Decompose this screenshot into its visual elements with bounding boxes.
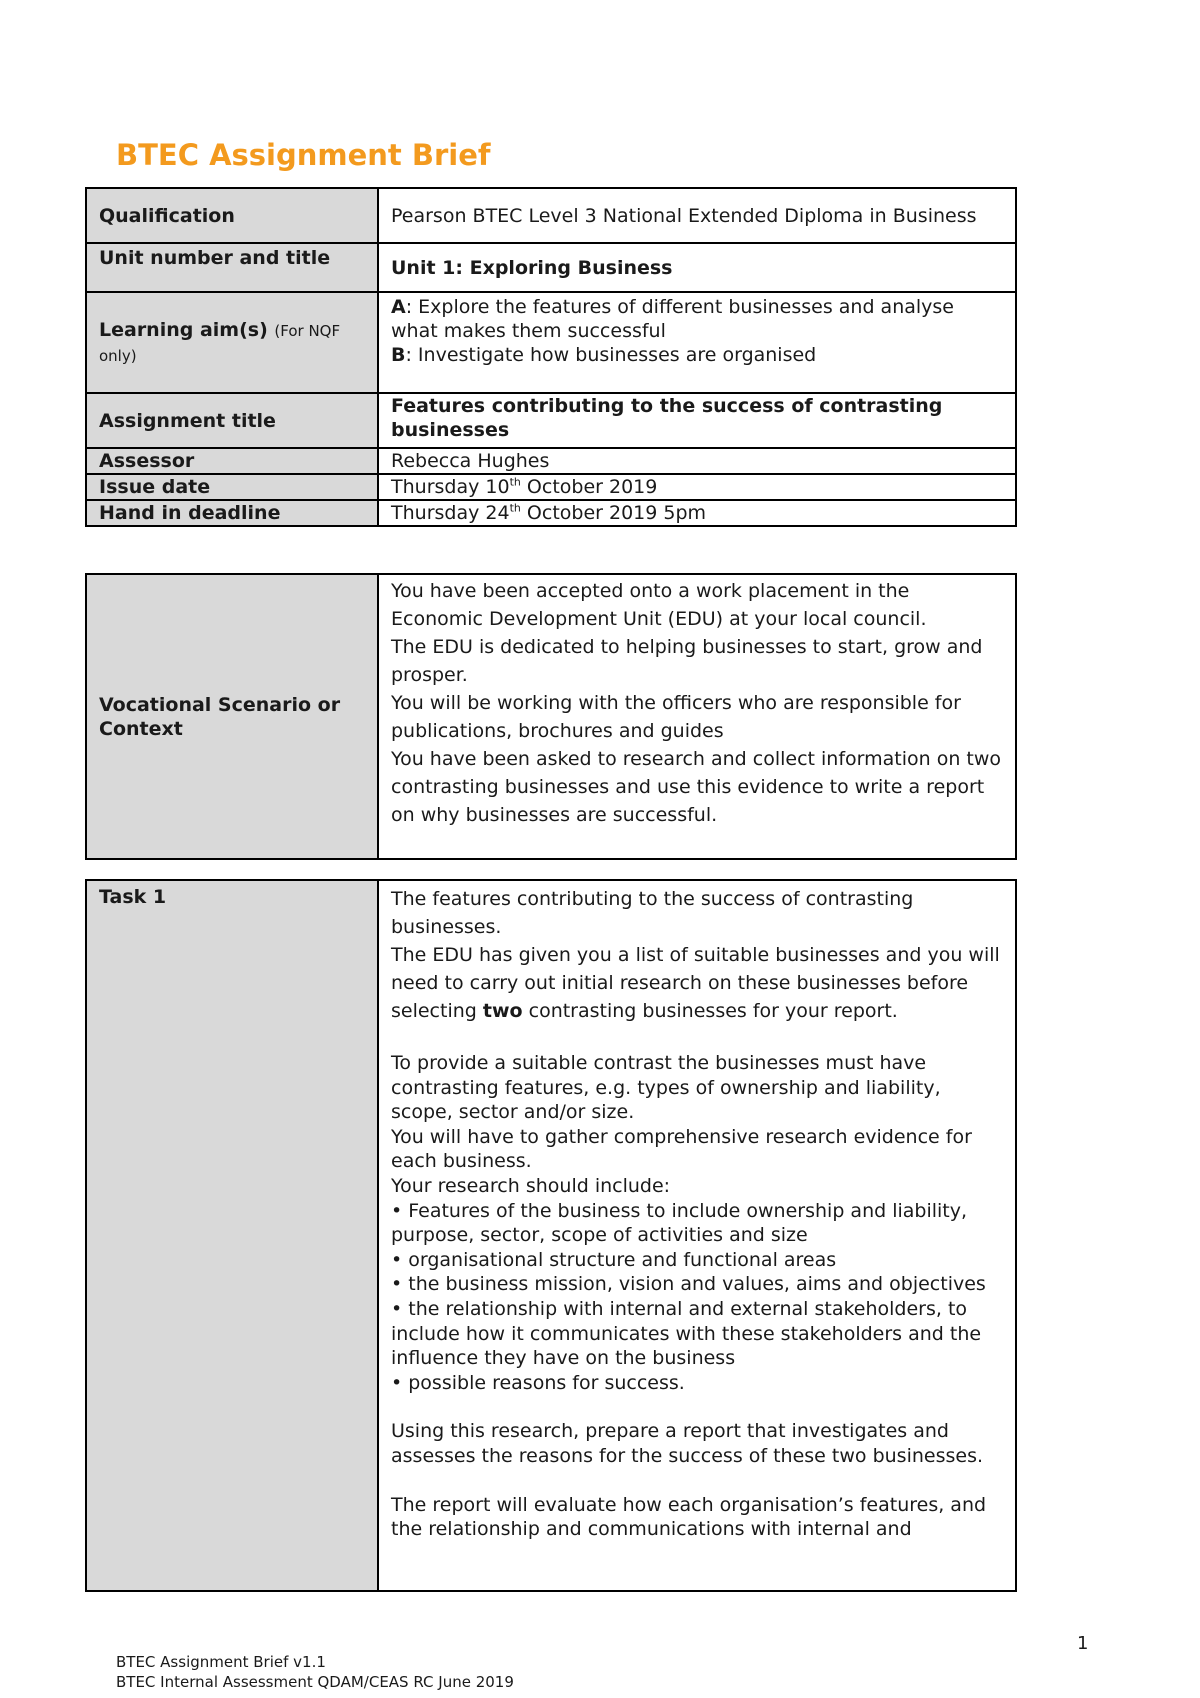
task-intro: The features contributing to the success of contrasting businesses. xyxy=(391,888,914,938)
table-row xyxy=(86,393,1016,448)
scenario-table xyxy=(85,573,1017,860)
aim-a: A: Explore the features of different businesses and analyse what makes them successful xyxy=(391,296,955,342)
task-contrast: To provide a suitable contrast the businesses must have contrasting features, e.g. types of ownership and liability, scope, sector and/or size. xyxy=(391,1052,941,1124)
scenario-paragraph: You have been asked to research and collect information on two contrasting businesses and use this evidence to write a report on why businesses are successful. xyxy=(391,748,1002,826)
task-table xyxy=(85,879,1017,1592)
task-bullet: • the relationship with internal and external stakeholders, to include how it communicates with these stakeholders and the influence they have on the business xyxy=(391,1297,982,1370)
learning-aims-label-cell xyxy=(86,292,378,393)
issue-date-label: Issue date xyxy=(86,474,378,500)
aim-b: B: Investigate how businesses are organised xyxy=(391,344,817,366)
issue-date-value: Thursday 10th October 2019 xyxy=(378,474,1016,500)
summary-table xyxy=(85,187,1017,527)
assignment-title-label: Assignment title xyxy=(86,393,378,448)
scenario-paragraph: You will be working with the officers who are responsible for publications, brochures and guides xyxy=(391,692,961,742)
learning-aims-note: (For NQF only) xyxy=(99,321,341,365)
task-bullet: • Features of the business to include ownership and liability, purpose, sector, scope of activities and size xyxy=(391,1199,968,1247)
table-row xyxy=(86,243,1016,292)
scenario-value xyxy=(378,574,1016,859)
assessor-value: Rebecca Hughes xyxy=(378,448,1016,474)
qualification-value: Pearson BTEC Level 3 National Extended Diploma in Business xyxy=(378,188,1016,243)
learning-aims-label: Learning aim(s) xyxy=(99,318,268,341)
scenario-paragraph: The EDU is dedicated to helping businesses to start, grow and prosper. xyxy=(391,636,983,686)
task-label: Task 1 xyxy=(86,880,378,1591)
page-number: 1 xyxy=(1077,1633,1089,1654)
scenario-paragraph: You have been accepted onto a work placement in the Economic Development Unit (EDU) at your local council. xyxy=(391,580,927,630)
task-intro-selection: The EDU has given you a list of suitable businesses and you will need to carry out initial research on these businesses before selecting two contrasting businesses for your report. xyxy=(391,944,1000,1022)
task-evidence: You will have to gather comprehensive research evidence for each business. xyxy=(391,1125,972,1173)
task-bullet: • the business mission, vision and values, aims and objectives xyxy=(391,1273,986,1296)
task-description xyxy=(378,880,1016,1591)
assignment-title-value: Features contributing to the success of contrasting businesses xyxy=(378,393,1016,448)
task-include-heading: Your research should include: xyxy=(391,1174,671,1197)
table-row xyxy=(86,880,1016,1591)
table-row xyxy=(86,188,1016,243)
page-title: BTEC Assignment Brief xyxy=(116,138,491,172)
footer-line-2: BTEC Internal Assessment QDAM/CEAS RC June 2019 xyxy=(116,1673,514,1691)
task-report: Using this research, prepare a report that investigates and assesses the reasons for the success of these two businesses. xyxy=(391,1420,984,1467)
table-row xyxy=(86,474,1016,500)
table-row xyxy=(86,448,1016,474)
unit-label: Unit number and title xyxy=(86,243,378,292)
footer-line-1: BTEC Assignment Brief v1.1 xyxy=(116,1653,326,1671)
qualification-label: Qualification xyxy=(86,188,378,243)
task-evaluate: The report will evaluate how each organisation’s features, and the relationship and communications with internal and xyxy=(391,1493,987,1541)
task-bullet: • possible reasons for success. xyxy=(391,1371,685,1394)
table-row xyxy=(86,574,1016,859)
learning-aims-value xyxy=(378,292,1016,393)
assessor-label: Assessor xyxy=(86,448,378,474)
table-row xyxy=(86,292,1016,393)
unit-value: Unit 1: Exploring Business xyxy=(378,243,1016,292)
scenario-label: Vocational Scenario or Context xyxy=(86,574,378,859)
deadline-label: Hand in deadline xyxy=(86,500,378,526)
task-bullet: • organisational structure and functional areas xyxy=(391,1248,837,1271)
table-row xyxy=(86,500,1016,526)
deadline-value: Thursday 24th October 2019 5pm xyxy=(378,500,1016,526)
